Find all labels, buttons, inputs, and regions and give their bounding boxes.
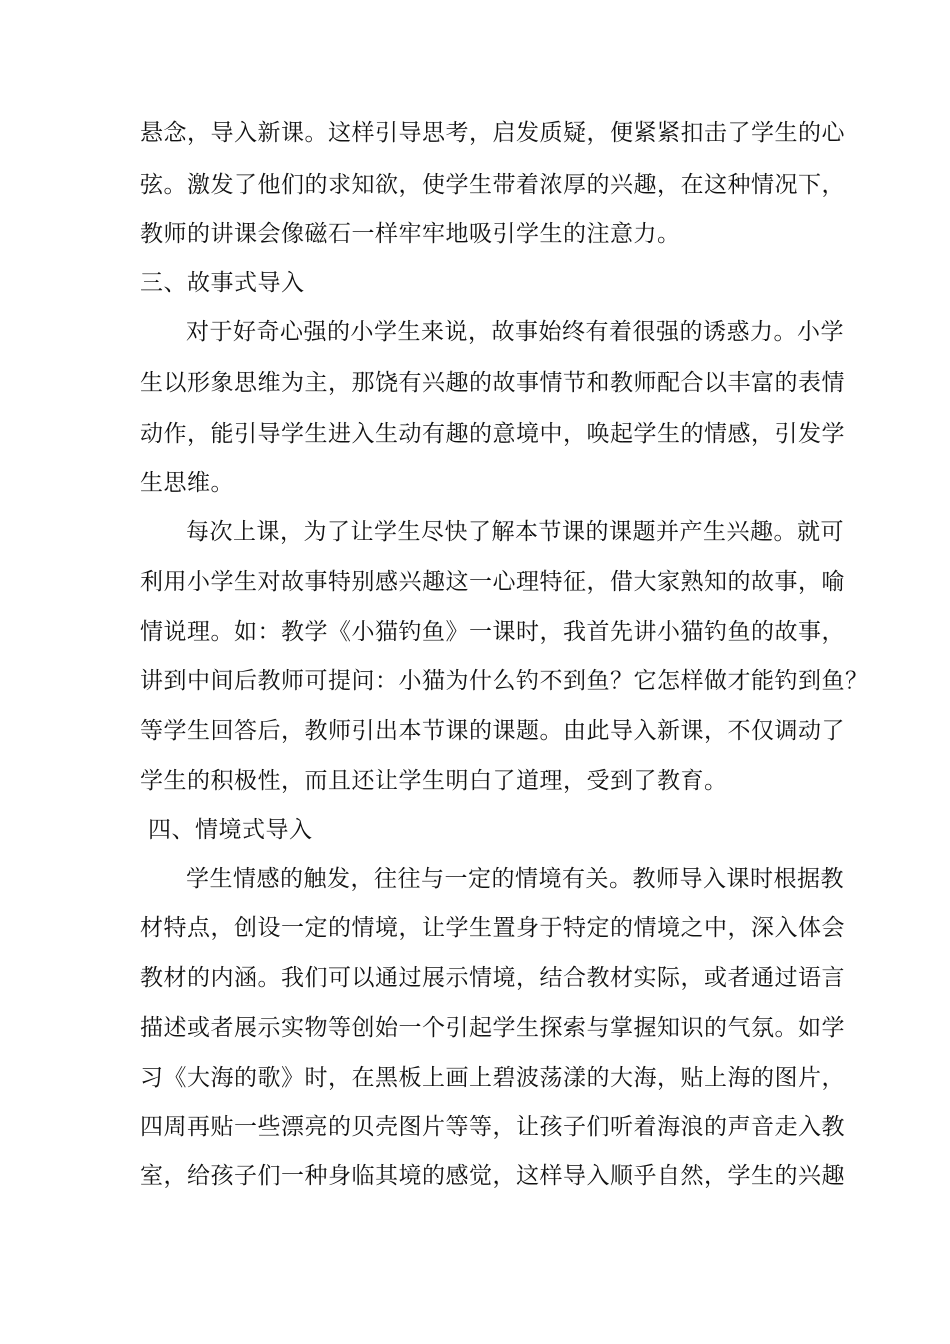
text-line: 教师的讲课会像磁石一样牢牢地吸引学生的注意力。 <box>140 221 681 247</box>
text-line: 习《大海的歌》时，在黑板上画上碧波荡漾的大海，贴上海的图片， <box>140 1065 845 1091</box>
text-line: 生以形象思维为主，那饶有兴趣的故事情节和教师配合以丰富的表情 <box>140 370 845 396</box>
text-line: 学生的积极性，而且还让学生明白了道理，受到了教育。 <box>140 768 728 794</box>
paragraph-first-line: 对于好奇心强的小学生来说，故事始终有着很强的诱惑力。小学 <box>186 319 844 345</box>
text-line: 教材的内涵。我们可以通过展示情境，结合教材实际，或者通过语言 <box>140 965 845 991</box>
text-line: 情说理。如：教学《小猫钓鱼》一课时，我首先讲小猫钓鱼的故事， <box>140 619 845 645</box>
text-line: 室，给孩子们一种身临其境的感觉，这样导入顺乎自然，学生的兴趣 <box>140 1163 845 1189</box>
text-line: 四周再贴一些漂亮的贝壳图片等等，让孩子们听着海浪的声音走入教 <box>140 1114 845 1140</box>
paragraph-first-line: 每次上课，为了让学生尽快了解本节课的课题并产生兴趣。就可 <box>186 519 844 545</box>
text-line: 动作，能引导学生进入生动有趣的意境中，唤起学生的情感，引发学 <box>140 421 845 447</box>
section-heading: 三、故事式导入 <box>140 270 305 296</box>
text-line: 生思维。 <box>140 470 234 496</box>
paragraph-first-line: 学生情感的触发，往往与一定的情境有关。教师导入课时根据教 <box>186 866 844 892</box>
text-line: 材特点，创设一定的情境，让学生置身于特定的情境之中，深入体会 <box>140 915 845 941</box>
section-heading: 四、情境式导入 <box>148 817 313 843</box>
text-line: 利用小学生对故事特别感兴趣这一心理特征，借大家熟知的故事，喻 <box>140 569 845 595</box>
text-line: 等学生回答后，教师引出本节课的课题。由此导入新课，不仅调动了 <box>140 718 845 744</box>
text-line: 描述或者展示实物等创始一个引起学生探索与掌握知识的气氛。如学 <box>140 1015 845 1041</box>
text-line: 讲到中间后教师可提问：小猫为什么钓不到鱼？它怎样做才能钓到鱼？ <box>140 668 869 694</box>
text-line: 悬念，导入新课。这样引导思考，启发质疑，便紧紧扣击了学生的心 <box>140 120 845 146</box>
text-line: 弦。激发了他们的求知欲，使学生带着浓厚的兴趣，在这种情况下， <box>140 172 845 198</box>
